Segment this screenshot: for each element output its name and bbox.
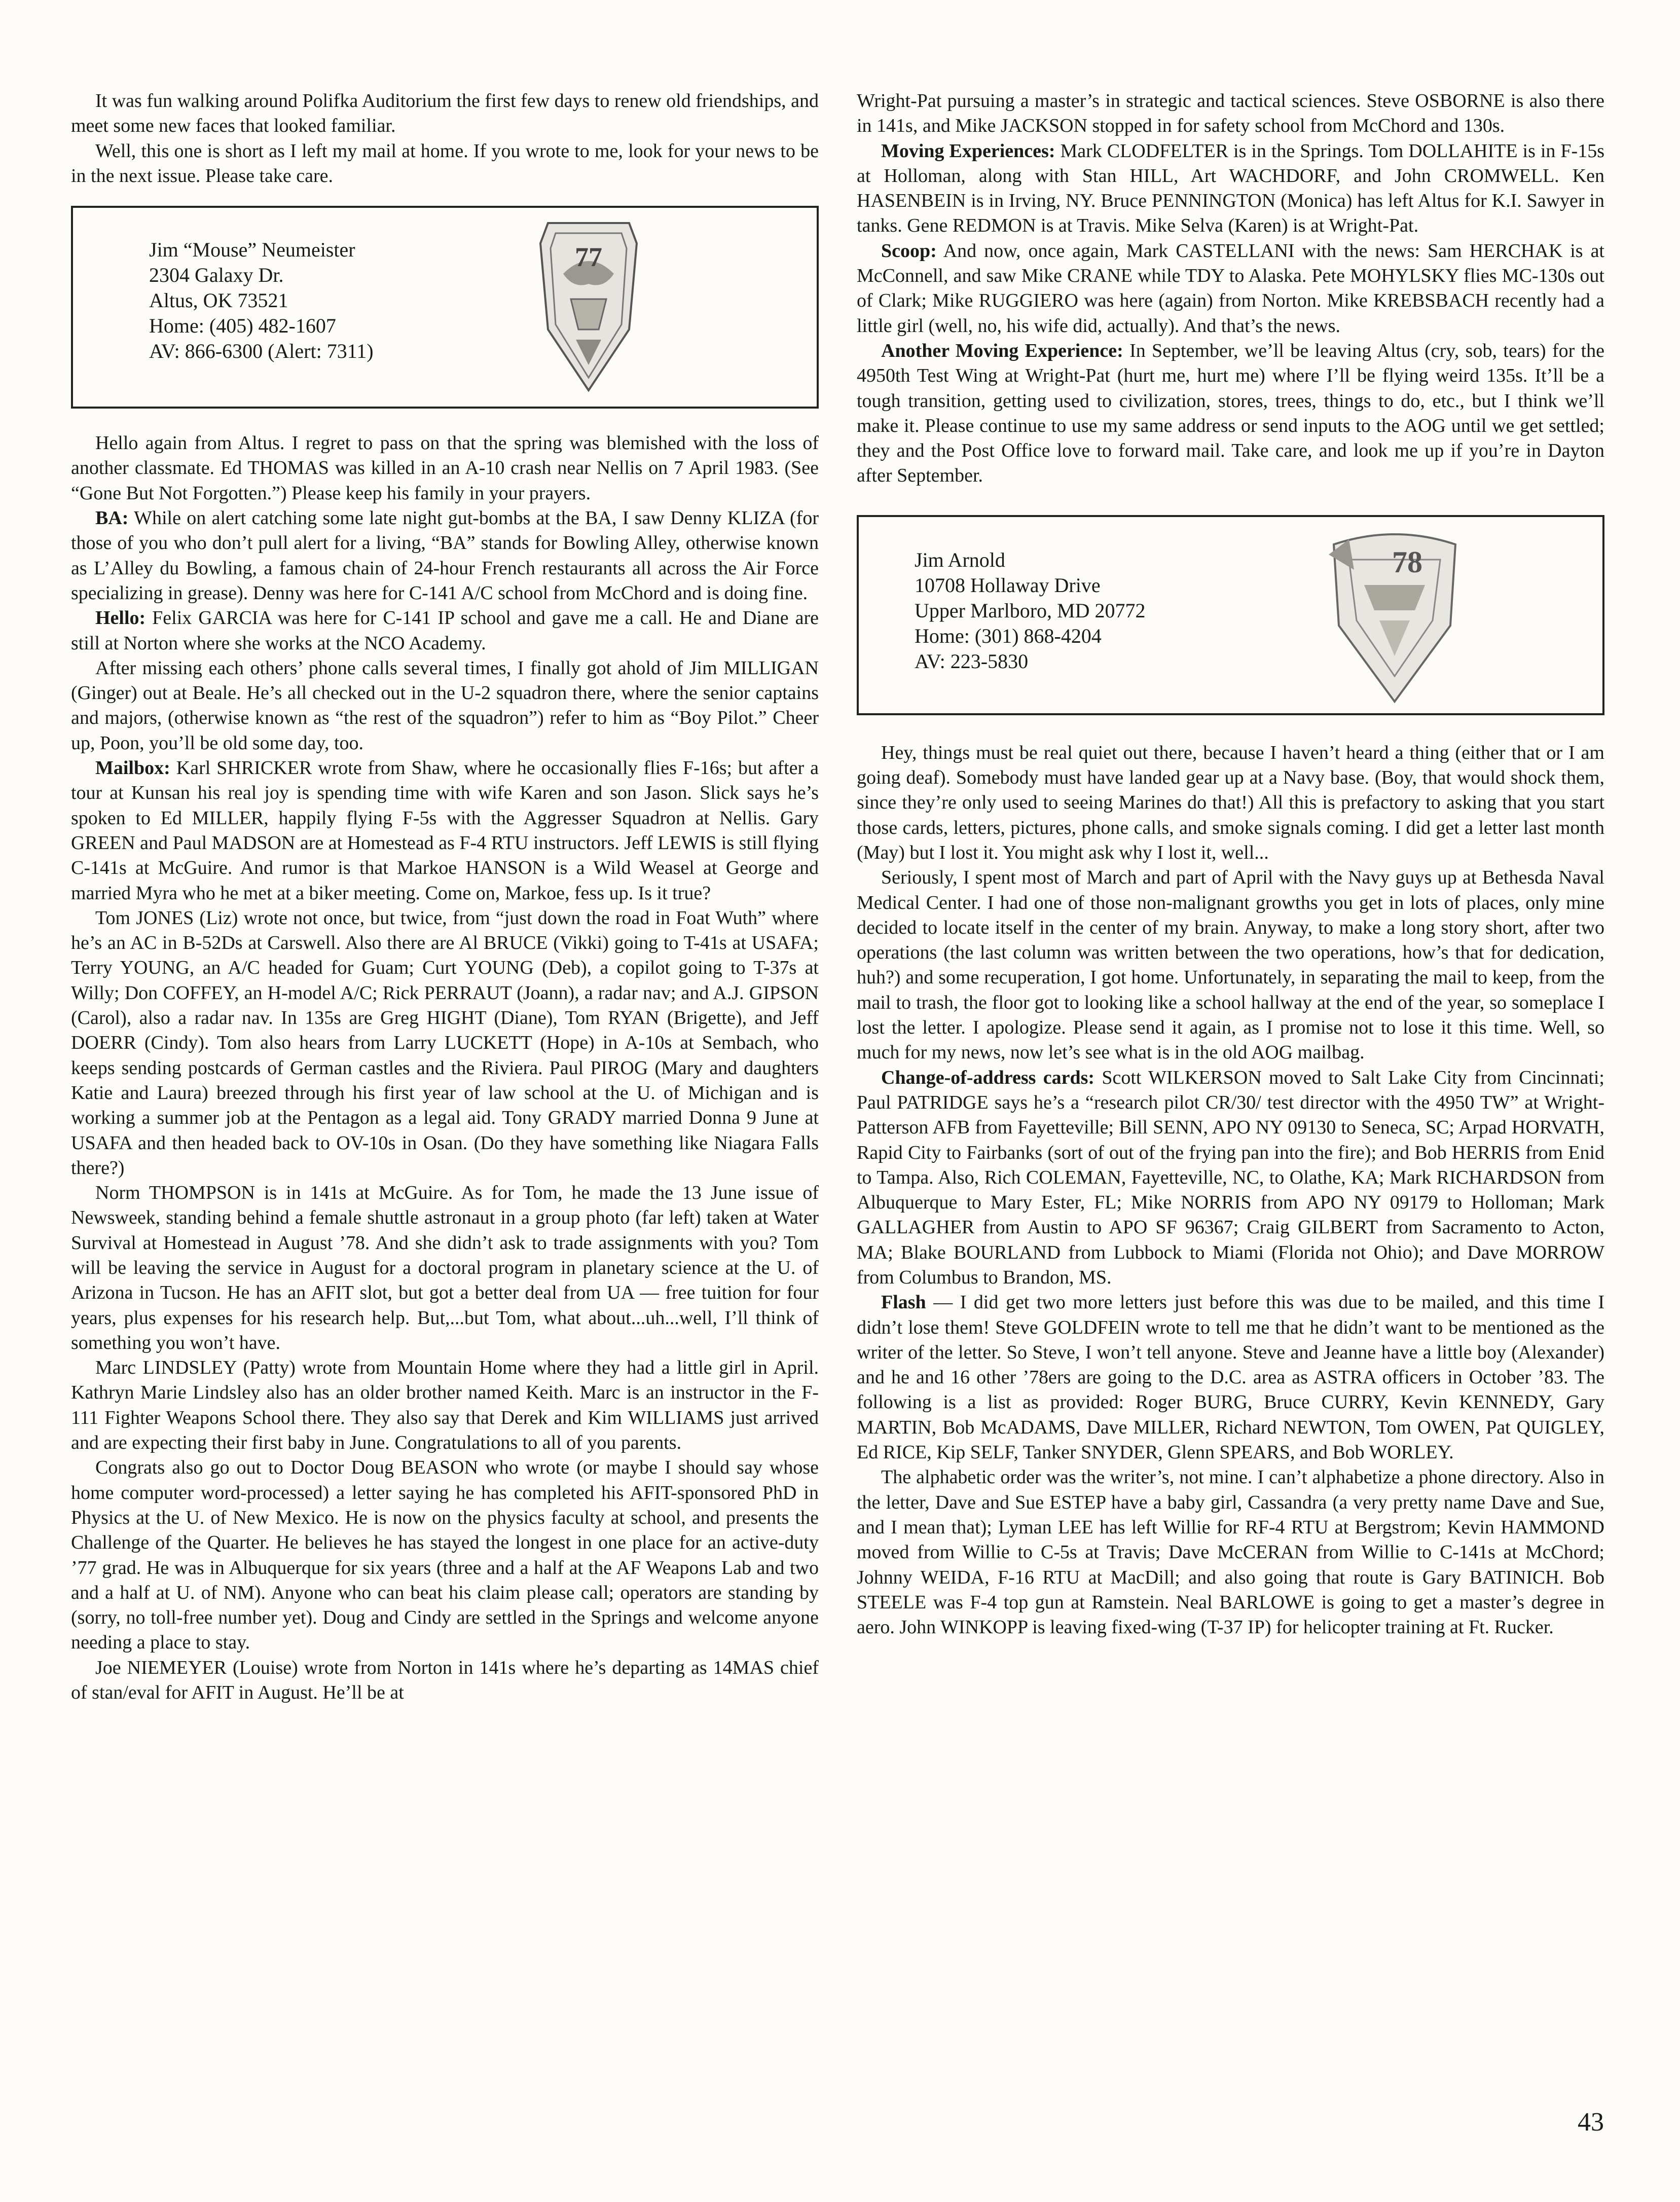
address-box-arnold (857, 515, 1604, 715)
intro-paragraph: Well, this one is short as I left my mail at home. If you wrote to me, look for your news to be in the next issue. Please take care. (71, 140, 819, 187)
article-paragraph (857, 339, 1604, 489)
article-paragraph (71, 431, 819, 506)
article-paragraph (857, 741, 1604, 865)
svg-text:77: 77 (575, 242, 602, 273)
article-paragraph (71, 1181, 819, 1355)
paragraph-text: After missing each others’ phone calls several times, I finally got ahold of Jim MILLIGAN (Ginger) out at Beale. He’s all checked out in the U-2 squadron there, where the senior captains and majors, (otherwise known as “the rest of the squadron”) refer to him as “Boy Pilot.” Cheer up, Poon, you’ll be old some day, too. (71, 657, 819, 754)
paragraph-text: And now, once again, Mark CASTELLANI with the news: Sam HERCHAK is at McConnell, and saw Mike CRANE while TDY to Alaska. Pete MOHYLSKY flies MC-130s out of Clark; Mike RUGGIERO was here (again) from Norton. Mike KREBSBACH recently had a little girl (well, no, his wife did, actually). And that’s the news. (857, 240, 1604, 337)
article-paragraph (857, 1465, 1604, 1640)
section-lead-in: Another Moving Experience: (881, 340, 1123, 361)
address-lines (915, 547, 1146, 674)
paragraph-text: Karl SHRICKER wrote from Shaw, where he occasionally flies F-16s; but after a tour at Kunsan his real joy is spending time with wife Karen and son Jason. Slick says he’s spoken to Ed MILLER, happily flying F-5s with the Aggresser Squadron at Nellis. Gary GREEN and Paul MADSON are at Homestead as F-4 RTU instructors. Jeff LEWIS is still flying C-141s at McGuire. And rumor is that Markoe HANSON is a Wild Weasel at George and married Myra who he met at a biker meeting. Come on, Markoe, fess up. Is it true? (71, 757, 819, 904)
article-paragraph (71, 756, 819, 906)
address-name: Jim “Mouse” Neumeister (149, 238, 355, 262)
page-number: 43 (1578, 2108, 1604, 2137)
address-street: 10708 Hollaway Drive (915, 573, 1101, 597)
paragraph-text: Wright-Pat pursuing a master’s in strategic and tactical sciences. Steve OSBORNE is also there in 141s, and Mike JACKSON stopped in for safety school from McChord and 130s. (857, 90, 1604, 137)
section-lead-in: Scoop: (881, 240, 937, 262)
paragraph-text: Hey, things must be real quiet out there, because I haven’t heard a thing (either that or I am going deaf). Somebody must have landed gear up at a Navy base. (Boy, that would shock them, since they’re only used to seeing Marines do that!) All this is prefactory to asking that you start those cards, letters, pictures, phone calls, and smoke signals coming. I did get a letter last month (May) but I lost it. You might ask why I lost it, well... (857, 742, 1604, 863)
address-lines (149, 237, 374, 364)
article-paragraph (71, 1355, 819, 1455)
svg-text:78: 78 (1392, 545, 1422, 579)
section-lead-in: Mailbox: (95, 757, 170, 779)
paragraph-text: Seriously, I spent most of March and part of April with the Navy guys up at Bethesda Naval Medical Center. I had one of those non-malignant growths you get in lots of places, only mine decided to locate itself in the center of my brain. Anyway, to make a long story short, after two operations (the last column was written between the two operations, how’s that for dedication, huh?) and some recuperation, I got home. Unfortunately, in separating the mail to keep, from the mail to trash, the floor got to looking like a school hallway at the end of the year, so someplace I lost the letter. I apologize. Please send it again, as I promise not to lose it this time. Well, so much for my news, now let’s see what is in the old AOG mailbag. (857, 867, 1604, 1063)
paragraph-text: Scott WILKERSON moved to Salt Lake City from Cincinnati; Paul PATRIDGE says he’s a “research pilot CR/30/ test director with the 4950 TW” at Wright-Patterson AFB from Fayetteville; Bill SENN, APO NY 09130 to Seneca, SC; Arpad HORVATH, Rapid City to Fairbanks (sort of out of the frying pan into the fire); and Bob HERRIS from Enid to Tampa. Also, Rich COLEMAN, Fayetteville, NC, to Olathe, KA; Mark RICHARDSON from Albuquerque to Mary Ester, FL; Mike NORRIS from APO NY 09179 to Holloman; Mark GALLAGHER from Austin to APO SF 96367; Craig GILBERT from Sacramento to Acton, MA; Blake BOURLAND from Lubbock to Miami (Florida not Ohio); and Dave MORROW from Columbus to Brandon, MS. (857, 1067, 1604, 1288)
address-name: Jim Arnold (915, 548, 1005, 571)
article-paragraph (71, 1656, 819, 1706)
article-paragraph (71, 906, 819, 1181)
address-home-phone: Home: (405) 482-1607 (149, 314, 336, 338)
right-column (857, 89, 1604, 1640)
right-top-paragraphs (857, 89, 1604, 489)
address-box-neumeister (71, 206, 819, 409)
address-city: Upper Marlboro, MD 20772 (915, 599, 1146, 622)
article-paragraph (857, 1066, 1604, 1291)
right-paragraphs (857, 741, 1604, 1640)
article-paragraph (71, 656, 819, 756)
article-paragraph (71, 1455, 819, 1655)
paragraph-text: Tom JONES (Liz) wrote not once, but twice, from “just down the road in Foat Wuth” where he’s an AC in B-52Ds at Carswell. Also there are Al BRUCE (Vikki) going to T-41s at USAFA; Terry YOUNG, an A/C headed for Guam; Curt YOUNG (Deb), a copilot going to T-37s at Willy; Don COFFEY, an H-model A/C; Rick PERRAUT (Joann), a radar nav; and A.J. GIPSON (Carol), also a radar nav. In 135s are Greg HIGHT (Diane), Tom RYAN (Brigette), and Jeff DOERR (Cindy). Tom also hears from Larry LUCKETT (Hope) in A-10s at Sembach, who keeps sending postcards of German castles and the Riviera. Paul PIROG (Mary and daughters Katie and Laura) breezed through his first year of law school at the U. of Michigan and is working a summer job at the Pentagon as a legal aid. Tony GRADY married Donna 9 June at USAFA and then headed back to OV-10s in Osan. (Do they have something like Niagara Falls there?) (71, 907, 819, 1179)
section-lead-in: BA: (95, 507, 129, 529)
section-lead-in: Flash (881, 1292, 926, 1313)
address-city: Altus, OK 73521 (149, 289, 288, 312)
paragraph-text: Hello again from Altus. I regret to pass on that the spring was blemished with the loss of another classmate. Ed THOMAS was killed in an A-10 crash near Nellis on 7 April 1983. (See “Gone But Not Forgotten.”) Please keep his family in your prayers. (71, 432, 819, 504)
address-av-phone: AV: 866-6300 (Alert: 7311) (149, 340, 374, 363)
address-av-phone: AV: 223-5830 (915, 649, 1029, 673)
address-home-phone: Home: (301) 868-4204 (915, 624, 1102, 647)
paragraph-text: Mark CLODFELTER is in the Springs. Tom DOLLAHITE is in F-15s at Holloman, along with Stan HILL, Art WACHDORF, and John CROMWELL. Ken HASENBEIN is in Irving, NY. Bruce PENNINGTON (Monica) has left Altus for K.I. Sawyer in tanks. Gene REDMON is at Travis. Mike Selva (Karen) is at Wright-Pat. (857, 140, 1604, 237)
article-paragraph (857, 89, 1604, 139)
article-paragraph (857, 1290, 1604, 1465)
article-paragraph (857, 865, 1604, 1065)
address-street: 2304 Galaxy Dr. (149, 264, 284, 287)
intro-paragraph: It was fun walking around Polifka Auditorium the first few days to renew old friendships, and meet some new faces that looked familiar. (71, 90, 819, 137)
article-paragraph (71, 506, 819, 606)
paragraph-text: Felix GARCIA was here for C-141 IP school and gave me a call. He and Diane are still at Norton where she works at the NCO Academy. (71, 607, 819, 654)
class-crest-77-icon (528, 213, 649, 400)
paragraph-text: Congrats also go out to Doctor Doug BEASON who wrote (or maybe I should say whose home computer word-processed) a letter saying he has completed his AFIT-sponsored PhD in Physics at the U. of New Mexico. He is now on the physics faculty at school, and presents the Challenge of the Quarter. He believes he has stayed the longest in one place for an active-duty ’77 grad. He was in Albuquerque for six years (three and a half at the AF Weapons Lab and two and a half at U. of NM). Anyone who can beat his claim please call; operators are standing by (sorry, no toll-free number yet). Doug and Cindy are settled in the Springs and welcome anyone needing a place to stay. (71, 1457, 819, 1654)
paragraph-text: While on alert catching some late night gut-bombs at the BA, I saw Denny KLIZA (for those of you who don’t pull alert for a living, “BA” stands for Bowling Alley, otherwise known as L’Alley du Bowling, a famous chain of 24-hour French restaurants all across the Air Force specializing in grease). Denny was here for C-141 A/C school from McChord and is doing fine. (71, 507, 819, 604)
section-lead-in: Moving Experiences: (881, 140, 1055, 162)
paragraph-text: The alphabetic order was the writer’s, not mine. I can’t alphabetize a phone directory. Also in the letter, Dave and Sue ESTEP have a baby girl, Cassandra (a very pretty name Dave and Sue, and I mean that); Lyman LEE has left Willie for RF-4 RTU at Bergstrom; Kevin HAMMOND moved from Willie to C-5s at Travis; Dave McCERAN from Willie to C-141s at McChord; Johnny WEIDA, F-16 RTU at MacDill; and also going that route is Gary BATINICH. Bob STEELE was F-4 top gun at Ramstein. Neal BARLOWE is going to get a master’s degree in aero. John WINKOPP is leaving fixed-wing (T-37 IP) for helicopter training at Ft. Rucker. (857, 1466, 1604, 1638)
left-paragraphs (71, 431, 819, 1705)
article-paragraph (71, 606, 819, 656)
article-paragraph (857, 139, 1604, 239)
class-crest-78-icon (1319, 524, 1471, 712)
left-column (71, 89, 819, 1705)
paragraph-text: In September, we’ll be leaving Altus (cry, sob, tears) for the 4950th Test Wing at Wright-Pat (hurt me, hurt me) where I’ll be flying weird 135s. It’ll be a tough transition, getting used to civilization, stores, trees, things to do, etc., but I think we’ll make it. Please continue to use my same address or send inputs to the AOG until we get settled; they and the Post Office love to forward mail. Take care, and look me up if you’re in Dayton after September. (857, 340, 1605, 487)
section-lead-in: Change-of-address cards: (881, 1067, 1095, 1088)
paragraph-text: Norm THOMPSON is in 141s at McGuire. As for Tom, he made the 13 June issue of Newsweek, standing behind a female shuttle astronaut in a group photo (far left) taken at Water Survival at Homestead in August ’78. And she didn’t ask to trade assignments with you? Tom will be leaving the service in August for a doctoral program in planetary science at the U. of Arizona in Tucson. He has an AFIT slot, but got a better deal from UA — free tuition for four years, plus expenses for his research help. But,...but Tom, what about...uh...well, I’ll think of something you won’t have. (71, 1182, 819, 1353)
article-paragraph (857, 239, 1604, 339)
paragraph-text: — I did get two more letters just before this was due to be mailed, and this time I didn’t lose them! Steve GOLDFEIN wrote to tell me that he didn’t want to be mentioned as the writer of the letter. So Steve, I won’t tell anyone. Steve and Jeanne have a little boy (Alexander) and he and 16 other ’78ers are going to the D.C. area as ASTRA officers in October ’83. The following is a list as provided: Roger BURG, Bruce CURRY, Kevin KENNEDY, Gary MARTIN, Bob McADAMS, Dave MILLER, Richard NEWTON, Tom OWEN, Pat QUIGLEY, Ed RICE, Kip SELF, Tanker SNYDER, Glenn SPEARS, and Bob WORLEY. (857, 1292, 1604, 1463)
paragraph-text: Marc LINDSLEY (Patty) wrote from Mountain Home where they had a little girl in April. Kathryn Marie Lindsley also has an older brother named Keith. Marc is an instructor in the F-111 Fighter Weapons School there. They also say that Derek and Kim WILLIAMS just arrived and are expecting their first baby in June. Congratulations to all of you parents. (71, 1357, 819, 1454)
section-lead-in: Hello: (95, 607, 146, 629)
paragraph-text: Joe NIEMEYER (Louise) wrote from Norton in 141s where he’s departing as 14MAS chief of stan/eval for AFIT in August. He’ll be at (71, 1657, 819, 1704)
